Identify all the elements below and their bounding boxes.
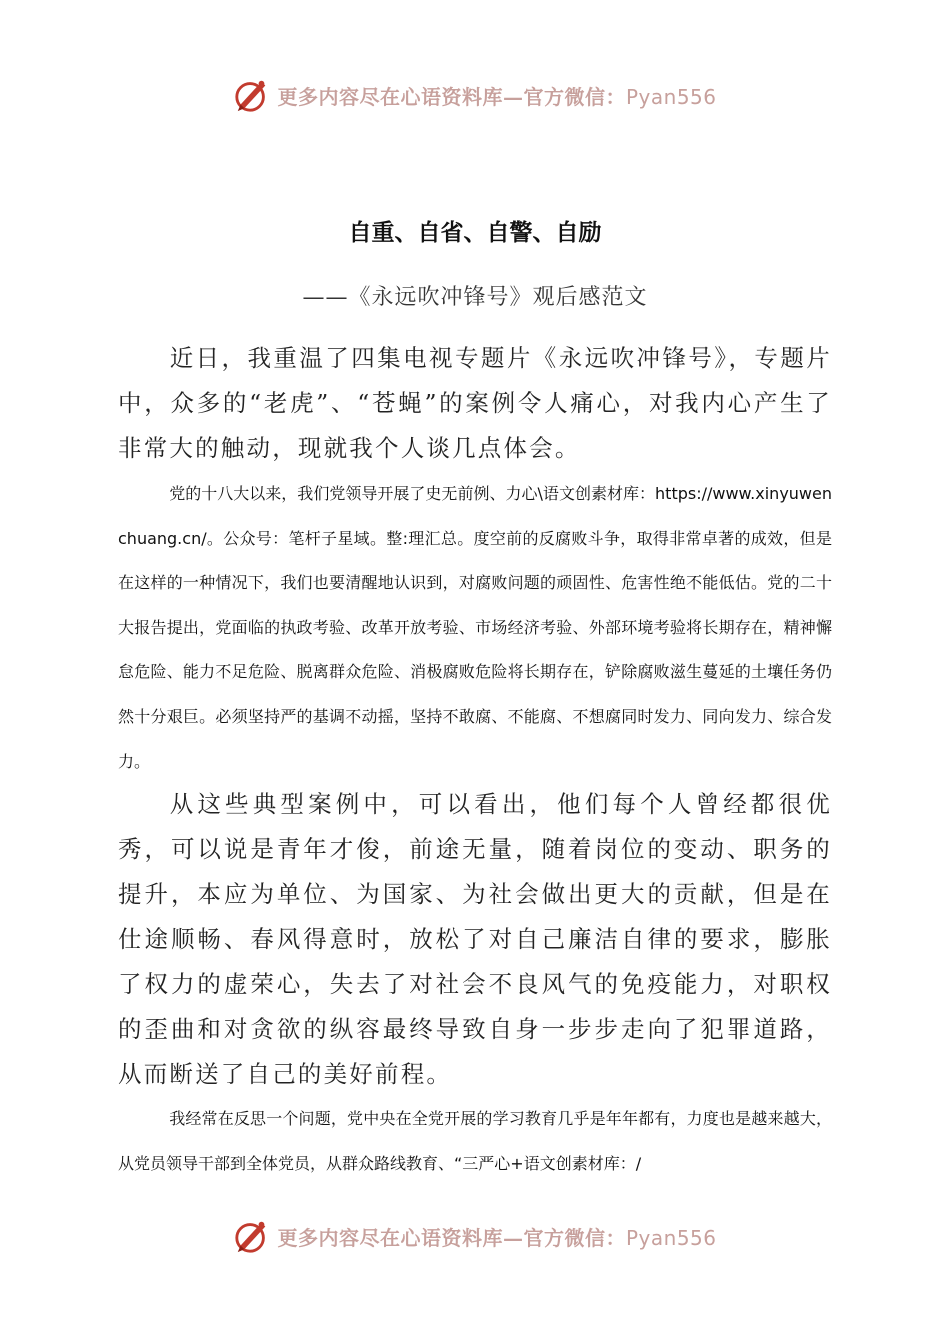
pen-circle-logo-icon [233,75,271,115]
watermark-text: 更多内容尽在心语资料库—官方微信：Pyan556 [277,1225,717,1250]
paragraph-anti-corruption: 党的十八大以来，我们党领导开展了史无前例、力心\语文创素材库：https://www.xinyuwenchuang.cn/。公众号：笔杆子星域。整:理汇总。度空前的反腐败斗争，取得非常卓著的成效，但是在这样的一种情况下，我们也要清醒地认识到，对腐败问题的顽固性、危害性绝不能低估。党的二十大报告提出，党面临的执政考验、改革开放考验、市场经济考验、外部环境考验将长期存在，精神懈怠危险、能力不足危险、脱离群众危险、消极腐败危险将长期存在，铲除腐败滋生蔓延的土壤任务仍然十分艰巨。必须坚持严的基调不动摇，坚持不敢腐、不能腐、不想腐同时发力、同向发力、综合发力。 [118,484,832,771]
watermark-banner-bottom [0,1211,950,1261]
document-subtitle: ——《永远吹冲锋号》观后感范文 [302,285,648,310]
paragraph-reflection: 我经常在反思一个问题，党中央在全党开展的学习教育几乎是年年都有，力度也是越来越大，从党员领导干部到全体党员，从群众路线教育、“三严心+语文创素材库：/ [118,1109,832,1173]
watermark-text: 更多内容尽在心语资料库—官方微信：Pyan556 [277,84,717,109]
watermark-banner-top [0,70,950,120]
document-title: 自重、自省、自警、自励 [348,220,602,246]
paragraph-intro: 近日，我重温了四集电视专题片《永远吹冲锋号》，专题片中，众多的“老虎”、“苍蝇”的案例令人痛心，对我内心产生了非常大的触动，现就我个人谈几点体会。 [118,344,832,462]
pen-circle-logo-icon [233,1216,271,1256]
paragraph-cases: 从这些典型案例中，可以看出，他们每个人曾经都很优秀，可以说是青年才俊，前途无量，随着岗位的变动、职务的提升，本应为单位、为国家、为社会做出更大的贡献，但是在仕途顺畅、春风得意时，放松了对自己廉洁自律的要求，膨胀了权力的虚荣心，失去了对社会不良风气的免疫能力，对职权的歪曲和对贪欲的纵容最终导致自身一步步走向了犯罪道路，从而断送了自己的美好前程。 [118,790,832,1088]
